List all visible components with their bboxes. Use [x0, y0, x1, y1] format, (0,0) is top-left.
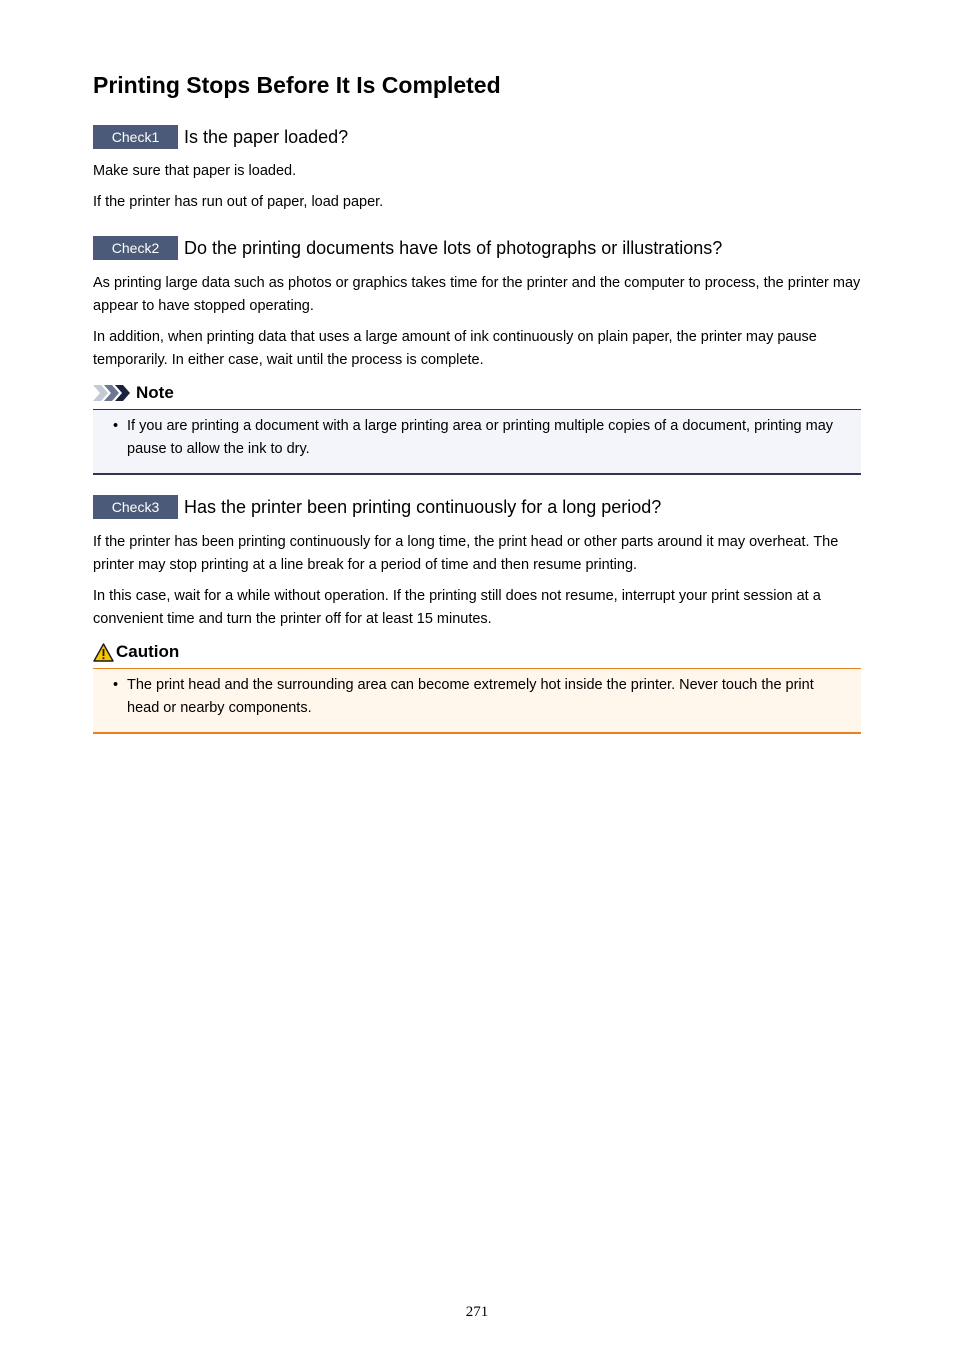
check3-heading [93, 494, 863, 520]
check3-paragraph-1: If the printer has been printing continuously for a long time, the print head or other parts around it may overheat. The printer may stop printing at a line break for a period of time and then resume printing. [93, 534, 839, 573]
note-heading [93, 381, 174, 405]
check3-paragraph-2: In this case, wait for a while without operation. If the printing still does not resume, interrupt your print session at a convenient time and turn the printer off for at least 15 minutes. [93, 588, 821, 627]
check2-paragraph-2: In addition, when printing data that uses a large amount of ink continuously on plain paper, the printer may pause temporarily. In either case, wait until the process is complete. [93, 329, 817, 368]
caution-box [93, 668, 861, 734]
caution-label: Caution [116, 642, 180, 661]
bullet-icon: • [113, 418, 119, 434]
check1-paragraph-2: If the printer has run out of paper, load paper. [93, 194, 384, 210]
check3-badge: Check3 [93, 495, 178, 519]
note-box [93, 409, 861, 475]
note-item-text: If you are printing a document with a large printing area or printing multiple copies of a document, printing may pause to allow the ink to dry. [127, 418, 834, 457]
check1-badge: Check1 [93, 125, 178, 149]
note-arrows-icon [93, 384, 133, 402]
check1-heading [93, 124, 863, 150]
check2-heading [93, 235, 863, 261]
page-number: 271 [465, 1304, 489, 1320]
caution-item-text: The print head and the surrounding area can become extremely hot inside the printer. Never touch the print head or nearby components. [127, 677, 814, 716]
check3-question: Has the printer been printing continuously for a long period? [184, 497, 662, 517]
check2-paragraph-1: As printing large data such as photos or graphics takes time for the printer and the computer to process, the printer may appear to have stopped operating. [93, 275, 861, 314]
bullet-icon: • [113, 677, 119, 693]
check1-paragraph-1: Make sure that paper is loaded. [93, 163, 297, 179]
check2-question: Do the printing documents have lots of photographs or illustrations? [184, 238, 723, 258]
note-list-item [113, 415, 843, 461]
note-label: Note [136, 383, 174, 402]
warning-triangle-icon [93, 643, 114, 662]
page-title: Printing Stops Before It Is Completed [93, 72, 501, 98]
caution-heading [93, 640, 179, 664]
caution-list-item [113, 674, 843, 720]
check1-question: Is the paper loaded? [184, 127, 349, 147]
check2-badge: Check2 [93, 236, 178, 260]
